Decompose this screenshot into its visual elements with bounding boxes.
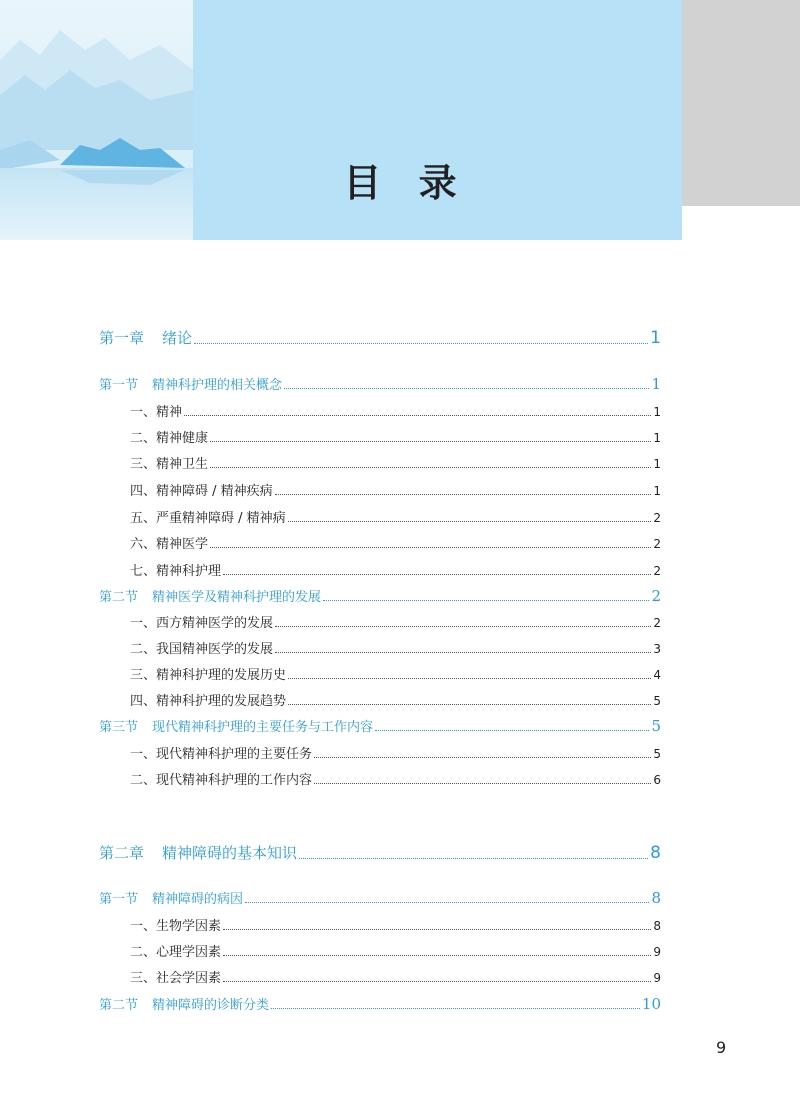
dot-leader <box>284 388 649 389</box>
toc-item[interactable] <box>130 612 661 631</box>
section-number: 第一节 <box>99 378 139 393</box>
toc-page-number: 2 <box>653 616 661 630</box>
toc-label <box>130 401 182 420</box>
section-number: 第一节 <box>99 892 139 907</box>
dot-leader <box>194 343 648 344</box>
toc-page-number: 5 <box>653 747 661 761</box>
item-title: 一、生物学因素 <box>130 919 222 934</box>
toc-label <box>99 888 243 907</box>
toc-item[interactable] <box>130 560 661 579</box>
chapter-number: 第二章 <box>99 844 145 862</box>
toc-section[interactable] <box>99 888 661 907</box>
item-title: 二、精神健康 <box>130 431 209 446</box>
toc-section[interactable] <box>99 994 661 1013</box>
toc-chapter[interactable] <box>99 327 661 348</box>
toc-label <box>130 612 273 631</box>
toc-label <box>130 915 221 934</box>
toc-item[interactable] <box>130 507 661 526</box>
toc-label <box>99 716 373 735</box>
toc-page-number: 10 <box>641 995 661 1013</box>
dot-leader <box>288 704 651 705</box>
toc-label <box>99 374 282 393</box>
toc-label <box>130 941 221 960</box>
item-title: 二、现代精神科护理的工作内容 <box>130 773 313 788</box>
toc-page-number: 5 <box>651 717 661 735</box>
item-title: 四、精神科护理的发展趋势 <box>130 694 287 709</box>
toc-section[interactable] <box>99 374 661 393</box>
toc-item[interactable] <box>130 743 661 762</box>
toc-label <box>130 480 273 499</box>
page-title: 目 录 <box>343 160 469 205</box>
dot-leader <box>323 600 649 601</box>
toc-label <box>130 664 286 683</box>
item-title: 一、精神 <box>130 405 183 420</box>
item-title: 三、社会学因素 <box>130 971 222 986</box>
toc-item[interactable] <box>130 401 661 420</box>
toc-page-number: 3 <box>653 642 661 656</box>
toc-page-number: 8 <box>650 843 661 863</box>
dot-leader <box>314 757 651 758</box>
section-number: 第二节 <box>99 590 139 605</box>
toc-page-number: 1 <box>653 484 661 498</box>
toc-label <box>130 638 273 657</box>
section-title: 精神医学及精神科护理的发展 <box>152 590 322 605</box>
section-title: 现代精神科护理的主要任务与工作内容 <box>152 720 374 735</box>
toc-item[interactable] <box>130 915 661 934</box>
toc-item[interactable] <box>130 453 661 472</box>
toc-page-number: 9 <box>653 971 661 985</box>
dot-leader <box>299 858 648 859</box>
section-number: 第三节 <box>99 720 139 735</box>
chapter-title: 绪论 <box>162 329 193 347</box>
dot-leader <box>210 547 651 548</box>
toc-page-number: 1 <box>650 328 661 348</box>
toc-section[interactable] <box>99 586 661 605</box>
toc-page-number: 1 <box>653 457 661 471</box>
section-number: 第二节 <box>99 998 139 1013</box>
dot-leader <box>314 783 651 784</box>
section-title: 精神障碍的诊断分类 <box>152 998 270 1013</box>
toc-page-number: 1 <box>653 431 661 445</box>
dot-leader <box>223 981 651 982</box>
toc-label <box>130 967 221 986</box>
toc-label <box>99 994 269 1013</box>
toc-page-number: 8 <box>653 919 661 933</box>
dot-leader <box>245 902 649 903</box>
toc-item[interactable] <box>130 664 661 683</box>
toc-label <box>130 560 221 579</box>
toc-item[interactable] <box>130 941 661 960</box>
toc-item[interactable] <box>130 690 661 709</box>
toc-section[interactable] <box>99 716 661 735</box>
toc-page-number: 2 <box>651 587 661 605</box>
item-title: 六、精神医学 <box>130 537 209 552</box>
toc-label <box>130 690 286 709</box>
toc-page-number: 2 <box>653 537 661 551</box>
section-title: 精神障碍的病因 <box>152 892 244 907</box>
toc-item[interactable] <box>130 533 661 552</box>
item-title: 二、我国精神医学的发展 <box>130 642 274 657</box>
item-title: 一、现代精神科护理的主要任务 <box>130 747 313 762</box>
dot-leader <box>223 955 651 956</box>
section-title: 精神科护理的相关概念 <box>152 378 283 393</box>
toc-item[interactable] <box>130 769 661 788</box>
page-number: 9 <box>716 1038 727 1057</box>
dot-leader <box>275 626 651 627</box>
toc-label <box>130 507 286 526</box>
dot-leader <box>184 415 651 416</box>
toc-item[interactable] <box>130 638 661 657</box>
toc-page-number: 2 <box>653 511 661 525</box>
toc-page-number: 5 <box>653 694 661 708</box>
item-title: 七、精神科护理 <box>130 564 222 579</box>
dot-leader <box>288 678 651 679</box>
toc-label <box>99 327 192 348</box>
dot-leader <box>271 1008 640 1009</box>
item-title: 三、精神科护理的发展历史 <box>130 668 287 683</box>
dot-leader <box>223 929 651 930</box>
dot-leader <box>275 494 652 495</box>
dot-leader <box>210 467 651 468</box>
toc-label <box>130 769 312 788</box>
toc-item[interactable] <box>130 427 661 446</box>
toc-label <box>130 533 208 552</box>
item-title: 五、严重精神障碍 / 精神病 <box>130 511 286 526</box>
toc-label <box>130 453 208 472</box>
dot-leader <box>275 652 651 653</box>
toc-page-number: 4 <box>653 668 661 682</box>
dot-leader <box>375 730 649 731</box>
toc-page-number: 9 <box>653 945 661 959</box>
chapter-number: 第一章 <box>99 329 145 347</box>
toc-item[interactable] <box>130 480 661 499</box>
item-title: 二、心理学因素 <box>130 945 222 960</box>
toc-label <box>130 743 312 762</box>
toc-item[interactable] <box>130 967 661 986</box>
toc-label <box>99 586 321 605</box>
toc-page-number: 1 <box>653 405 661 419</box>
toc-label <box>99 842 297 863</box>
dot-leader <box>288 521 652 522</box>
dot-leader <box>210 441 651 442</box>
chapter-title: 精神障碍的基本知识 <box>162 844 298 862</box>
toc-label <box>130 427 208 446</box>
dot-leader <box>223 574 651 575</box>
toc-page-number: 6 <box>653 773 661 787</box>
toc-page-number: 1 <box>651 375 661 393</box>
toc-page-number: 2 <box>653 564 661 578</box>
toc-page-number: 8 <box>651 889 661 907</box>
toc-chapter[interactable] <box>99 842 661 863</box>
item-title: 四、精神障碍 / 精神疾病 <box>130 484 273 499</box>
item-title: 三、精神卫生 <box>130 457 209 472</box>
item-title: 一、西方精神医学的发展 <box>130 616 274 631</box>
